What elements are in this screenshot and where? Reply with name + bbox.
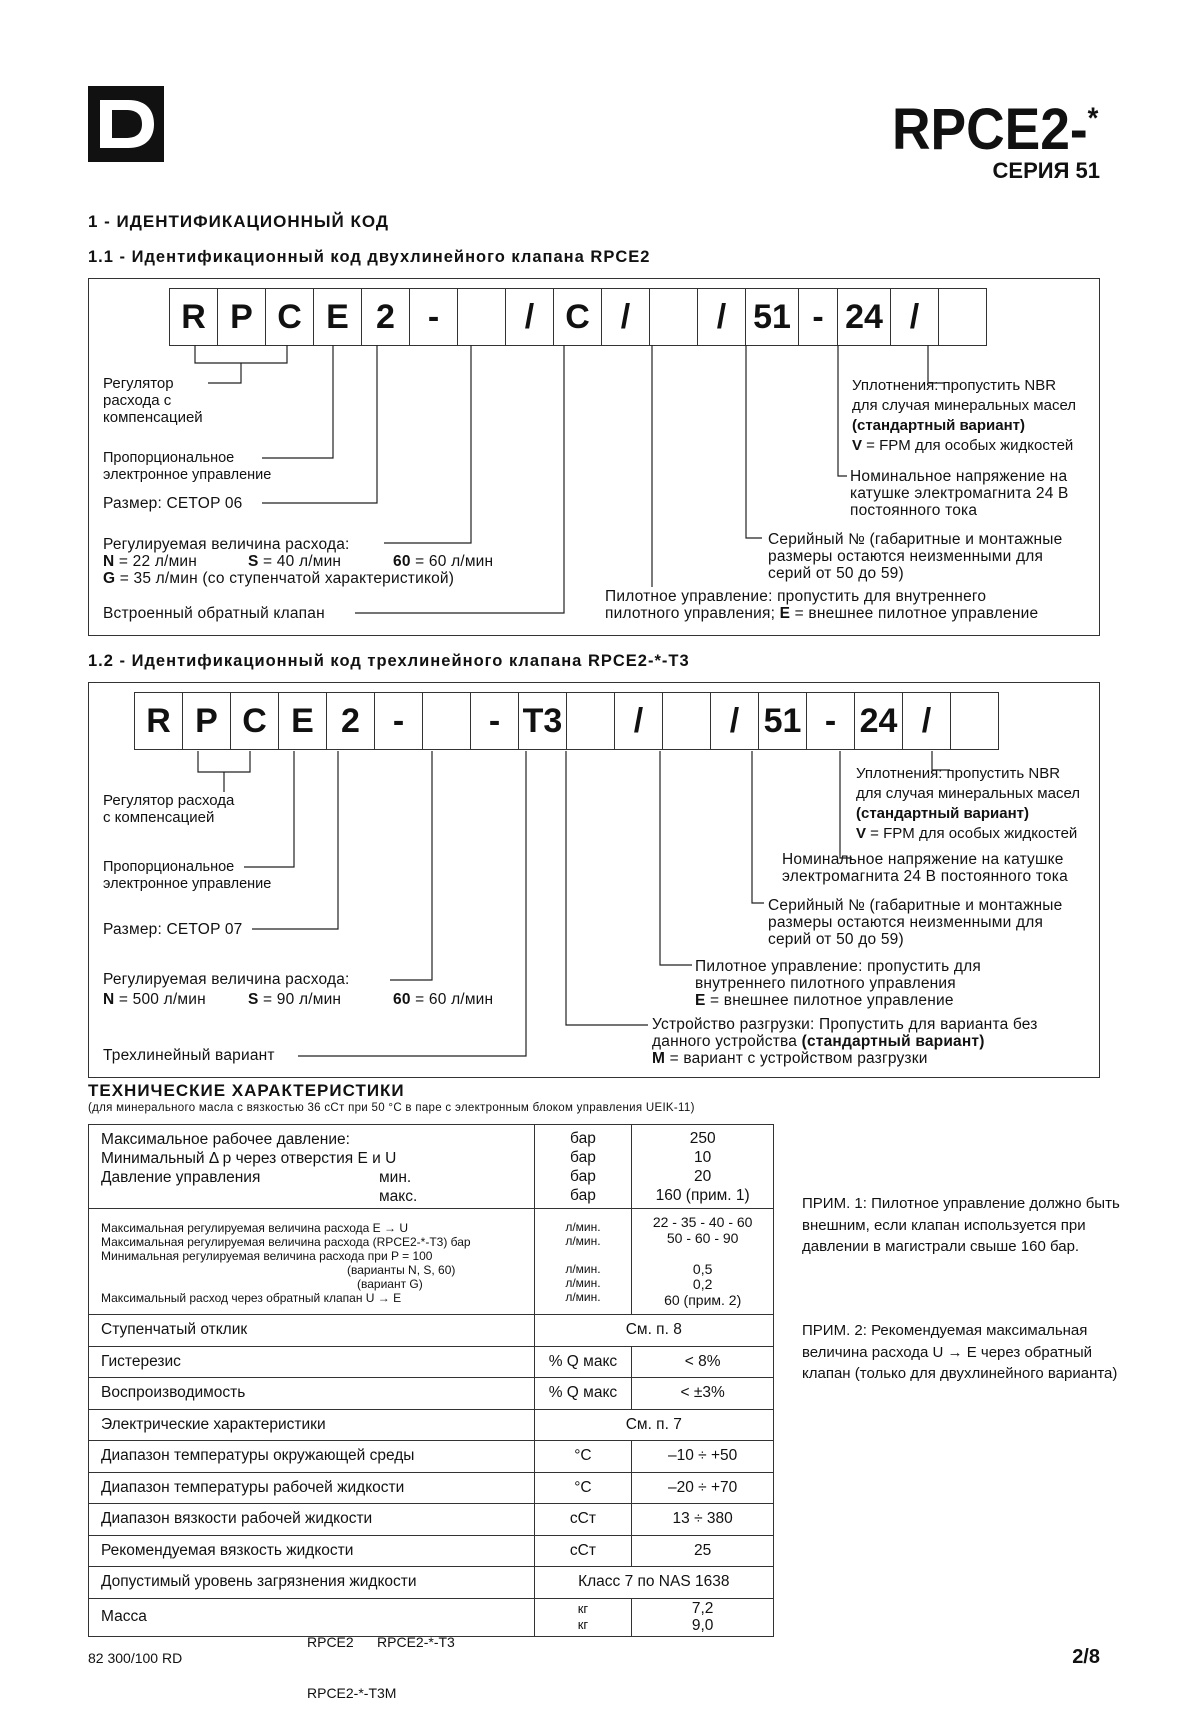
code2-cell: 24 <box>854 692 903 750</box>
tech-param-name: Электрические характеристики <box>89 1409 535 1441</box>
code1-cells <box>170 288 987 346</box>
code1-cell <box>457 288 506 346</box>
code2-three-line: Трехлинейный вариант <box>103 1047 275 1064</box>
code2-pilot: Пилотное управление: пропустить для внутреннего пилотного управления E = внешнее пилотное управление <box>695 958 981 1009</box>
tech-param-unit: °С <box>534 1441 632 1473</box>
series-label: СЕРИЯ 51 <box>992 158 1100 183</box>
tech-row <box>89 1346 774 1378</box>
code2-cell: - <box>806 692 855 750</box>
code2-cell <box>662 692 711 750</box>
code1-flow-ns60: N = 22 л/мин <box>103 553 198 570</box>
code2-cell: / <box>902 692 951 750</box>
tech-param-value: –10 ÷ +50 <box>632 1441 774 1473</box>
tech-param-name: Гистерезис <box>89 1346 535 1378</box>
code2-size: Размер: CETOP 07 <box>103 921 243 938</box>
tech-param-unit: % Q макс <box>534 1378 632 1410</box>
product-title: RPCE2-* <box>891 97 1098 162</box>
code2-flow-n: N = 500 л/мин <box>103 991 206 1008</box>
tech-param-value: < ±3% <box>632 1378 774 1410</box>
tech-row <box>89 1409 774 1441</box>
tech-param-value: См. п. 8 <box>534 1315 773 1347</box>
code1-flow-title: Регулируемая величина расхода: <box>103 536 350 553</box>
code1-cell: / <box>505 288 554 346</box>
code1-cell: - <box>409 288 458 346</box>
tech-param-name: Ступенчатый отклик <box>89 1315 535 1347</box>
code2-voltage: Номинальное напряжение на катушке электромагнита 24 В постоянного тока <box>782 851 1068 885</box>
code2-proportional: Пропорциональное электронное управление <box>103 859 272 892</box>
code1-cell: 51 <box>745 288 799 346</box>
code1-cell: C <box>265 288 314 346</box>
code1-cell <box>649 288 698 346</box>
code2-flow-title: Регулируемая величина расхода: <box>103 971 350 988</box>
note-1: ПРИМ. 1: Пилотное управление должно быть внешним, если клапан используется при давлении в магистрали свыше 160 бар. <box>802 1195 1120 1255</box>
tech-param-name: Рекомендуемая вязкость жидкости <box>89 1535 535 1567</box>
code2-cell: P <box>182 692 231 750</box>
code2-cell: / <box>710 692 759 750</box>
code1-cell: 24 <box>837 288 891 346</box>
doc-number: 82 300/100 RD <box>88 1650 183 1666</box>
code1-cell: - <box>798 288 838 346</box>
tech-param-name: Диапазон вязкости рабочей жидкости <box>89 1504 535 1536</box>
code2-cell <box>950 692 999 750</box>
tech-row <box>89 1472 774 1504</box>
code1-serial: Серийный № (габаритные и монтажные размеры остаются неизменными для серий от 50 до 59) <box>768 531 1063 582</box>
tech-row-mass: Масса RPCE2 RPCE2-*-T3 RPCE2-*-T3M кг кг 7,2 9,0 <box>89 1598 774 1636</box>
tech-row <box>89 1315 774 1347</box>
code1-proportional: Пропорциональное электронное управление <box>103 450 272 483</box>
code2-cell: T3 <box>518 692 567 750</box>
code1-cell: R <box>169 288 218 346</box>
code2-flow-s: S = 90 л/мин <box>248 991 342 1008</box>
code1-cell: / <box>601 288 650 346</box>
section-heading: 1 - ИДЕНТИФИКАЦИОННЫЙ КОД <box>88 212 389 231</box>
code1-cell <box>938 288 987 346</box>
code2-cell <box>422 692 471 750</box>
subsection-2-heading: 1.2 - Идентификационный код трехлинейного клапана RPCE2-*-T3 <box>88 652 690 670</box>
tech-param-value: Класс 7 по NAS 1638 <box>534 1567 773 1599</box>
tech-param-value: См. п. 7 <box>534 1409 773 1441</box>
code1-regulator: Регулятор расхода с компенсацией <box>103 375 203 426</box>
tech-param-value: 25 <box>632 1535 774 1567</box>
page-number: 2/8 <box>1072 1646 1100 1668</box>
code2-cell: C <box>230 692 279 750</box>
tech-row-flow: Максимальная регулируемая величина расхода E → U Максимальная регулируемая величина расхода (RPCE2-*-T3) бар Минимальная регулируемая величина расхода при P = 100 (варианты N, S, 60) (вариант G) Максимальный расход через обратный клапан U → E л/мин. л/мин. л/мин. л/мин. л/мин. 22 - 35 - 40 - 60 50 - 60 - 90 0,5 0,2 60 (прим. 2) <box>89 1209 774 1315</box>
tech-param-name: Диапазон температуры рабочей жидкости <box>89 1472 535 1504</box>
code2-cell: / <box>614 692 663 750</box>
code1-cell: / <box>697 288 746 346</box>
code2-cell: E <box>278 692 327 750</box>
code1-cell: C <box>553 288 602 346</box>
tech-param-value: < 8% <box>632 1346 774 1378</box>
code2-cell <box>566 692 615 750</box>
code2-cell: 51 <box>758 692 807 750</box>
tech-row <box>89 1441 774 1473</box>
tech-row <box>89 1504 774 1536</box>
company-logo <box>88 86 164 162</box>
code2-cell: R <box>134 692 183 750</box>
tech-row <box>89 1567 774 1599</box>
code1-cell: E <box>313 288 362 346</box>
tech-param-unit: °С <box>534 1472 632 1504</box>
code2-flow-60: 60 = 60 л/мин <box>393 991 494 1008</box>
code2-serial: Серийный № (габаритные и монтажные размеры остаются неизменными для серий от 50 до 59) <box>768 897 1063 948</box>
code1-cell: P <box>217 288 266 346</box>
tech-param-name: Воспроизводимость <box>89 1378 535 1410</box>
code1-voltage: Номинальное напряжение на катушке электромагнита 24 В постоянного тока <box>850 468 1069 519</box>
tech-param-value: –20 ÷ +70 <box>632 1472 774 1504</box>
code1-size: Размер: CETOP 06 <box>103 495 243 512</box>
tech-row <box>89 1378 774 1410</box>
code2-regulator: Регулятор расхода с компенсацией <box>103 792 235 826</box>
tech-param-unit: сСт <box>534 1535 632 1567</box>
tech-param-unit: % Q макс <box>534 1346 632 1378</box>
code1-flow-s: S = 40 л/мин <box>248 553 342 570</box>
code2-cell: 2 <box>326 692 375 750</box>
tech-param-value: 13 ÷ 380 <box>632 1504 774 1536</box>
code1-flow-60: 60 = 60 л/мин <box>393 553 494 570</box>
code1-flow-g: G = 35 л/мин (со ступенчатой характеристикой) <box>103 570 455 587</box>
code2-unload: Устройство разгрузки: Пропустить для варианта без данного устройства (стандартный вариант) M = вариант с устройством разгрузки <box>652 1016 1038 1067</box>
code1-check-valve: Встроенный обратный клапан <box>103 605 325 622</box>
code1-pilot: Пилотное управление: пропустить для внутреннего пилотного управления; E = внешнее пилотное управление <box>605 588 1039 622</box>
note-2: ПРИМ. 2: Рекомендуемая максимальная величина расхода U → E через обратный клапан (только для двухлинейного варианта) <box>802 1322 1118 1382</box>
code1-cell: / <box>890 288 939 346</box>
code2-cell: - <box>374 692 423 750</box>
tech-row-pressure: Максимальное рабочее давление: Минимальный Δ p через отверстия E и U Давление управления мин. макс. бар бар бар бар 250 10 20 160 (прим. 1) <box>89 1125 774 1209</box>
code1-seals: Уплотнения: пропустить NBR для случая минеральных масел (стандартный вариант) V = FPM для особых жидкостей <box>852 377 1077 454</box>
code2-cells <box>135 692 999 750</box>
tech-heading: ТЕХНИЧЕСКИЕ ХАРАКТЕРИСТИКИ <box>88 1081 405 1100</box>
code2-cell: - <box>470 692 519 750</box>
tech-param-name: Допустимый уровень загрязнения жидкости <box>89 1567 535 1599</box>
code1-cell: 2 <box>361 288 410 346</box>
code2-seals: Уплотнения: пропустить NBR для случая минеральных масел (стандартный вариант) V = FPM для особых жидкостей <box>856 765 1081 842</box>
tech-param-name: Диапазон температуры окружающей среды <box>89 1441 535 1473</box>
tech-subheading: (для минерального масла с вязкостью 36 сСт при 50 °С в паре с электронным блоком управления UEIK-11) <box>88 1102 695 1114</box>
subsection-1-heading: 1.1 - Идентификационный код двухлинейного клапана RPCE2 <box>88 248 651 266</box>
tech-param-unit: сСт <box>534 1504 632 1536</box>
tech-row <box>89 1535 774 1567</box>
